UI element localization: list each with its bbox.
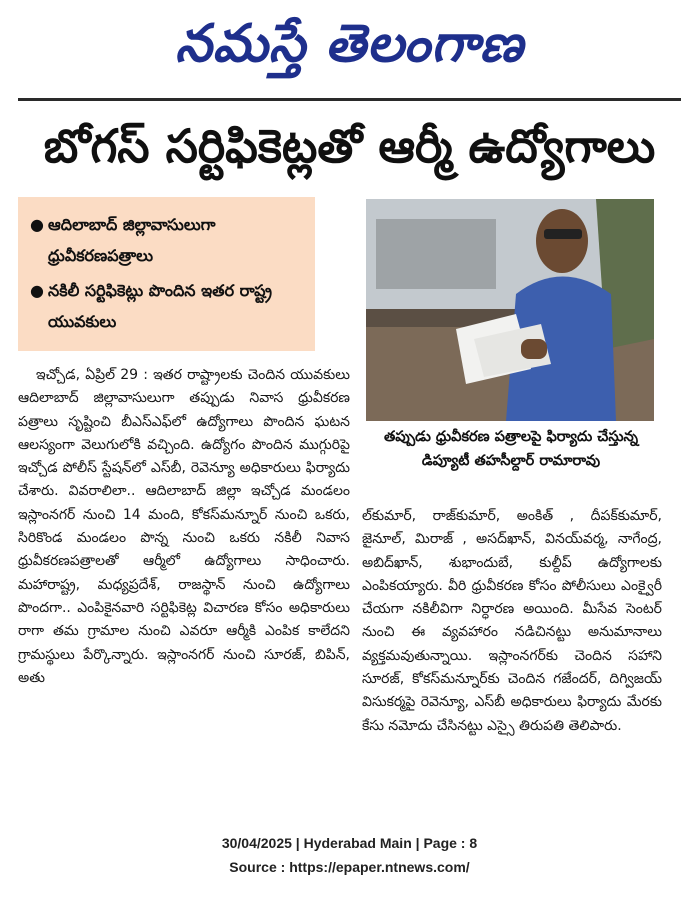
footer-source-line: Source : https://epaper.ntnews.com/: [229, 859, 470, 875]
article-photo: [366, 199, 654, 421]
masthead-divider: [18, 98, 681, 101]
highlight-item: [30, 275, 307, 337]
bullet-icon: ●: [30, 215, 44, 234]
footer-date-line: 30/04/2025 | Hyderabad Main | Page : 8: [221, 835, 478, 851]
highlight-text: నకిలీ సర్టిఫికెట్లు పొందిన ఇతర రాష్ట్ర యువకులు: [48, 281, 273, 331]
bullet-icon: ●: [30, 281, 44, 300]
highlight-item: [30, 209, 307, 271]
article-headline: బోగస్ సర్టిఫికెట్లతో ఆర్మీ ఉద్యోగాలు: [43, 119, 656, 173]
official-photo-illustration: [366, 199, 654, 421]
article-paragraph: ఇచ్చోడ, ఏప్రిల్ 29 : ఇతర రాష్ట్రాలకు చెందిన యువకులు ఆదిలాబాద్ జిల్లావాసులుగా తప్పుడు నివాస ధ్రువీకరణ పత్రాలు సృష్టించి బీఎస్ఎఫ్‌లో ఉద్యోగాలు పొందిన ఘటన ఆలస్యంగా వెలుగులోకి వచ్చింది. ఉద్యోగం పొందిన ముగ్గురిపై ఇచ్చోడ పోలీస్ స్టేషన్‌లో ఎస్‌బీ, రెవెన్యూ అధికారులు ఫిర్యాదు చేశారు. వివరాలిలా.. ఆదిలాబాద్ జిల్లా ఇచ్చోడ మండలం ఇస్లాంనగర్ నుంచి 14 మంది, కోకస్‌మన్నూర్ నుంచి ఒకరు, సిరికొండ మండలం పొన్న నుంచి ఒకరు నకిలీ నివాస ధ్రువీకరణపత్రాలతో ఆర్మీలో ఉద్యోగాలు సాధించారు. మహారాష్ట్ర, మధ్యప్రదేశ్, రాజస్థాన్ నుంచి ఉద్యోగాలు పొందగా.. ఎంపికైనవారి సర్టిఫికెట్ల విచారణ కోసం అధికారులు రాగా తమ గ్రామాల నుంచి ఎవరూ ఆర్మీకి ఎంపిక కాలేదని గ్రామస్థులు పేర్కొన్నారు. ఇస్లాంనగర్ నుంచి సూరజ్, బిపిన్, అతు: [18, 367, 350, 686]
masthead-logo: నమస్తే తెలంగాణ: [175, 13, 524, 74]
article-paragraph: ల్‌కుమార్, రాజ్‌కుమార్, అంకిత్ , దీపక్‌కుమార్, జైనూల్, మిరాజ్ , అసద్‌ఖాన్, వినయ్‌వర్మ, నాగేంద్ర, అబిద్‌ఖాన్, శుభాందుబే, కుల్దీప్ ఉద్యోగాలకు ఎంపికయ్యారు. వీరి ధ్రువీకరణ కోసం పోలీసులు ఎంక్వైరీ చేయగా నకిలీవిగా నిర్ధారణ అయింది. మీసేవ సెంటర్ నుంచి ఈ వ్యవహారం నడిచినట్టు అనుమానాలు వ్యక్తమవుతున్నాయి. ఇస్లాంనగర్‌కు చెందిన సహాని సూరజ్, కోకస్‌మన్నూర్‌కు చెందిన గజేందర్, దిగ్విజయ్ విసుకర్మపై రెవెన్యూ, ఎస్‌బీ అధికారులు ఫిర్యాదు మేరకు కేసు నమోదు చేసినట్టు ఎస్సై తిరుపతి తెలిపారు.: [362, 508, 662, 734]
photo-caption: తప్పుడు ధ్రువీకరణ పత్రాలపై ఫిర్యాదు చేస్తున్న డిప్యూటీ తహసీల్దార్ రామారావు: [383, 429, 639, 469]
highlights-box: [18, 197, 315, 351]
highlight-text: ఆదిలాబాద్ జిల్లావాసులుగా ధ్రువీకరణపత్రాలు: [48, 215, 216, 265]
article-column-left: [18, 364, 350, 690]
article-column-right: [362, 505, 662, 738]
